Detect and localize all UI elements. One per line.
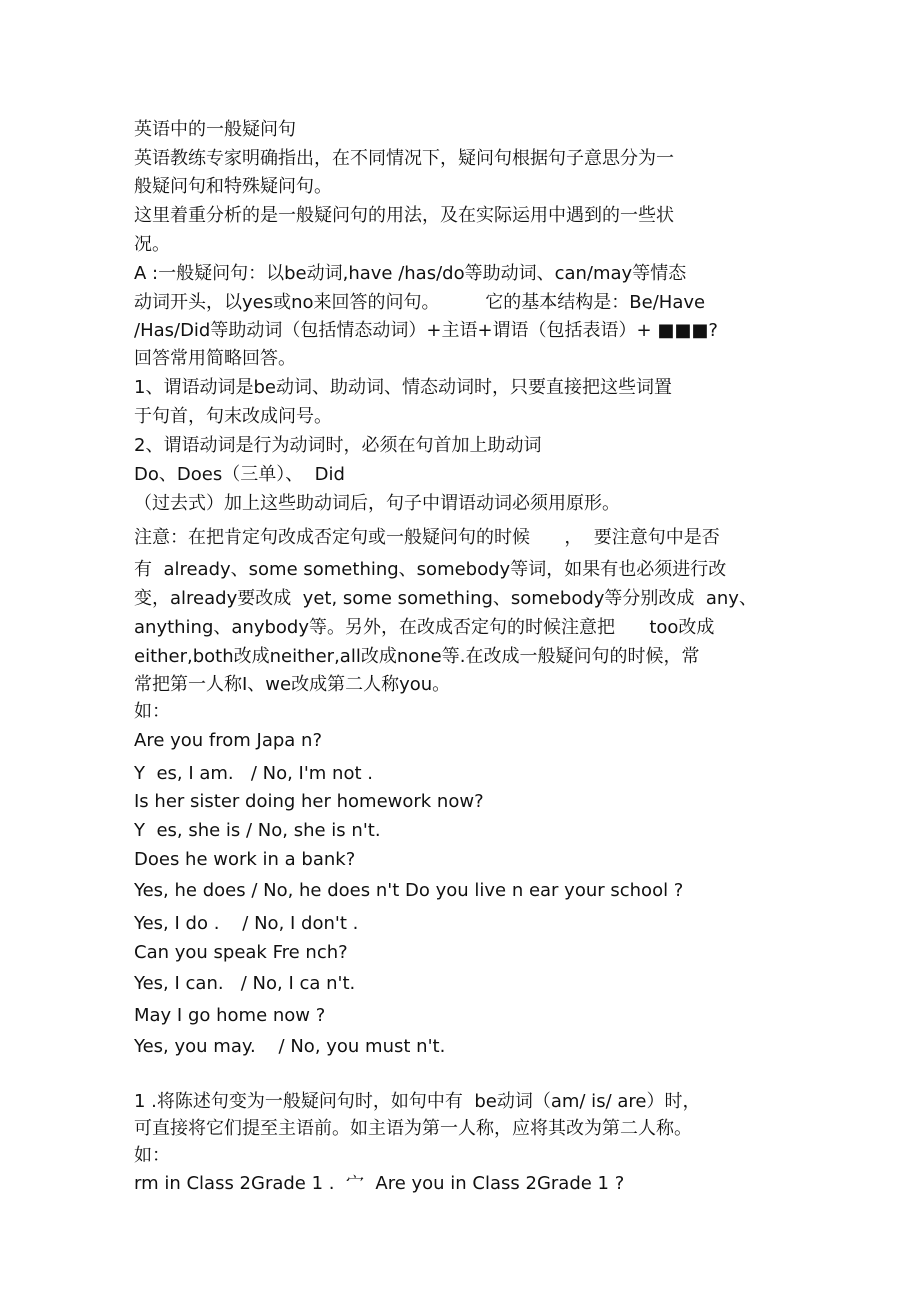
rule-line-2: 于句首，句末改成问号。 bbox=[134, 406, 332, 427]
rule-line-5: （过去式）加上这些助动词后，句子中谓语动词必须用原形。 bbox=[134, 493, 620, 514]
note-line-2: 有 already、some something、somebody等词，如果有也必须进行改 bbox=[134, 559, 727, 580]
point1-line-1: 1 .将陈述句变为一般疑问句时，如句中有 be动词（am/ is/ are）时， bbox=[134, 1091, 701, 1112]
example-line-5: Does he work in a bank? bbox=[134, 849, 356, 870]
note-line-3: 变，already要改成 yet, some something、somebody等分别改成 any、 bbox=[134, 588, 757, 609]
section-a-line-3: /Has/Did等助动词（包括情态动词）+主语+谓语（包括表语）+ ■■■? bbox=[134, 320, 718, 341]
example-line-9: Yes, I can. / No, I ca n't. bbox=[134, 973, 356, 994]
example-line-8: Can you speak Fre nch? bbox=[134, 942, 348, 963]
example-line-3: Is her sister doing her homework now? bbox=[134, 791, 484, 812]
point1-line-4: rm in Class 2Grade 1 . 宀 Are you in Class 2Grade 1 ? bbox=[134, 1173, 625, 1194]
example-line-2: Y es, I am. / No, I'm not . bbox=[134, 763, 373, 784]
section-a-line-4: 回答常用简略回答。 bbox=[134, 348, 296, 369]
point1-line-2: 可直接将它们提至主语前。如主语为第一人称，应将其改为第二人称。 bbox=[134, 1118, 692, 1139]
note-line-5: either,both改成neither,all改成none等.在改成一般疑问句的时候，常 bbox=[134, 646, 700, 667]
example-line-6: Yes, he does / No, he does n't Do you live n ear your school ? bbox=[134, 880, 684, 901]
intro-line-4: 况。 bbox=[134, 234, 170, 255]
example-line-4: Y es, she is / No, she is n't. bbox=[134, 820, 381, 841]
note-line-1: 注意：在把肯定句改成否定句或一般疑问句的时候 ， 要注意句中是否 bbox=[134, 527, 720, 548]
point1-line-3: 如： bbox=[134, 1145, 170, 1166]
intro-line-3: 这里着重分析的是一般疑问句的用法，及在实际运用中遇到的一些状 bbox=[134, 205, 674, 226]
rule-line-3: 2、谓语动词是行为动词时，必须在句首加上助动词 bbox=[134, 435, 542, 456]
rule-line-1: 1、谓语动词是be动词、助动词、情态动词时，只要直接把这些词置 bbox=[134, 377, 672, 398]
rule-line-4: Do、Does（三单）、 Did bbox=[134, 464, 345, 485]
example-line-1: Are you from Japa n? bbox=[134, 730, 322, 751]
example-line-11: Yes, you may. / No, you must n't. bbox=[134, 1036, 446, 1057]
note-line-6: 常把第一人称I、we改成第二人称you。 bbox=[134, 674, 451, 695]
section-a-line-2: 动词开头，以yes或no来回答的问句。 它的基本结构是：Be/Have bbox=[134, 292, 706, 313]
note-line-4: anything、anybody等。另外，在改成否定句的时候注意把 too改成 bbox=[134, 617, 715, 638]
intro-line-1: 英语教练专家明确指出，在不同情况下，疑问句根据句子意思分为一 bbox=[134, 148, 674, 169]
section-a-line-1: A :一般疑问句：以be动词,have /has/do等助动词、can/may等情态 bbox=[134, 263, 687, 284]
example-line-7: Yes, I do . / No, I don't . bbox=[134, 913, 359, 934]
document-title: 英语中的一般疑问句 bbox=[134, 119, 296, 140]
example-line-10: May I go home now ? bbox=[134, 1005, 326, 1026]
examples-label: 如： bbox=[134, 701, 170, 722]
intro-line-2: 般疑问句和特殊疑问句。 bbox=[134, 176, 332, 197]
